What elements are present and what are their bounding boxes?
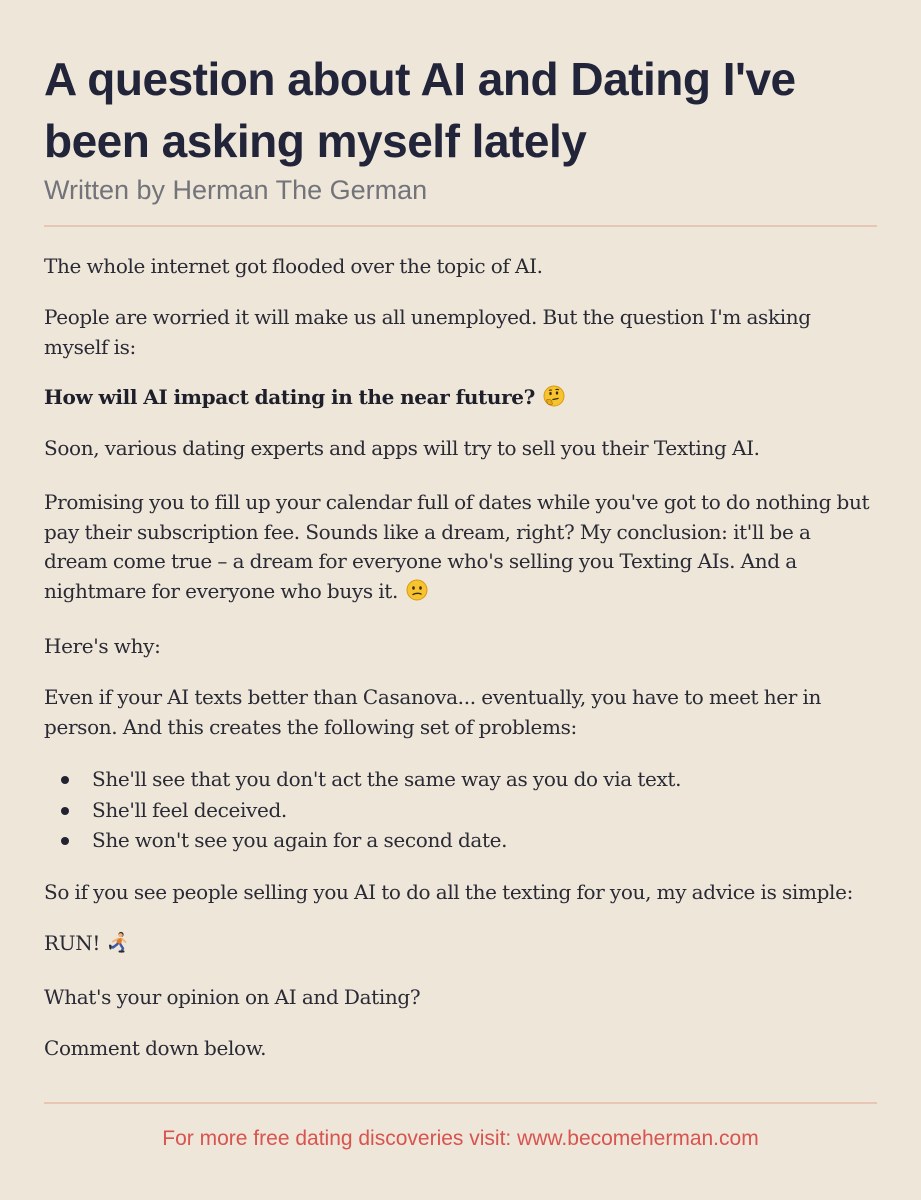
list-item: She'll see that you don't act the same way as you do via text. xyxy=(44,764,877,795)
bullet-dot xyxy=(61,837,69,845)
problems-list xyxy=(44,764,877,856)
footer-promo xyxy=(44,1124,877,1154)
paragraph-10: What's your opinion on AI and Dating? xyxy=(44,985,421,1009)
paragraph-9-run: RUN! xyxy=(44,929,877,959)
paragraph-5: Promising you to fill up your calendar full of dates while you've got to do nothing but pay their subscription fee. Sounds like a dream, right? My conclusion: it'll be a dream come true – a dream for everyone who's selling you Texting AIs. And a nightmare for everyone who buys it. xyxy=(44,490,870,603)
paragraph-11: Comment down below. xyxy=(44,1036,267,1060)
bullet-dot xyxy=(61,776,69,784)
paragraph-6: Here's why: xyxy=(44,634,161,658)
list-item: She won't see you again for a second date. xyxy=(44,825,877,856)
article-byline: Written by Herman The German xyxy=(44,175,428,205)
footer-divider xyxy=(44,1102,877,1104)
header-divider xyxy=(44,225,877,227)
paragraph-8: So if you see people selling you AI to do all the texting for you, my advice is simple: xyxy=(44,880,853,904)
footer-website-link[interactable]: www.becomeherman.com xyxy=(517,1127,759,1150)
paragraph-4: Soon, various dating experts and apps will try to sell you their Texting AI. xyxy=(44,436,760,460)
bullet-dot xyxy=(61,807,69,815)
paragraph-2: People are worried it will make us all unemployed. But the question I'm asking myself is: xyxy=(44,305,811,359)
article-page xyxy=(44,0,877,1200)
list-item: She'll feel deceived. xyxy=(44,795,877,826)
footer-prefix: For more free dating discoveries visit: xyxy=(162,1127,518,1150)
article-title: A question about AI and Dating I've been asking myself lately xyxy=(44,53,796,167)
thinking-face-icon xyxy=(543,385,565,407)
running-person-icon xyxy=(108,931,130,953)
paragraph-7: Even if your AI texts better than Casanova... eventually, you have to meet her in person. And this creates the following set of problems: xyxy=(44,685,822,739)
paragraph-3-question: How will AI impact dating in the near future? xyxy=(44,383,877,413)
paragraph-1: The whole internet got flooded over the topic of AI. xyxy=(44,254,543,278)
confused-face-icon xyxy=(406,579,428,601)
